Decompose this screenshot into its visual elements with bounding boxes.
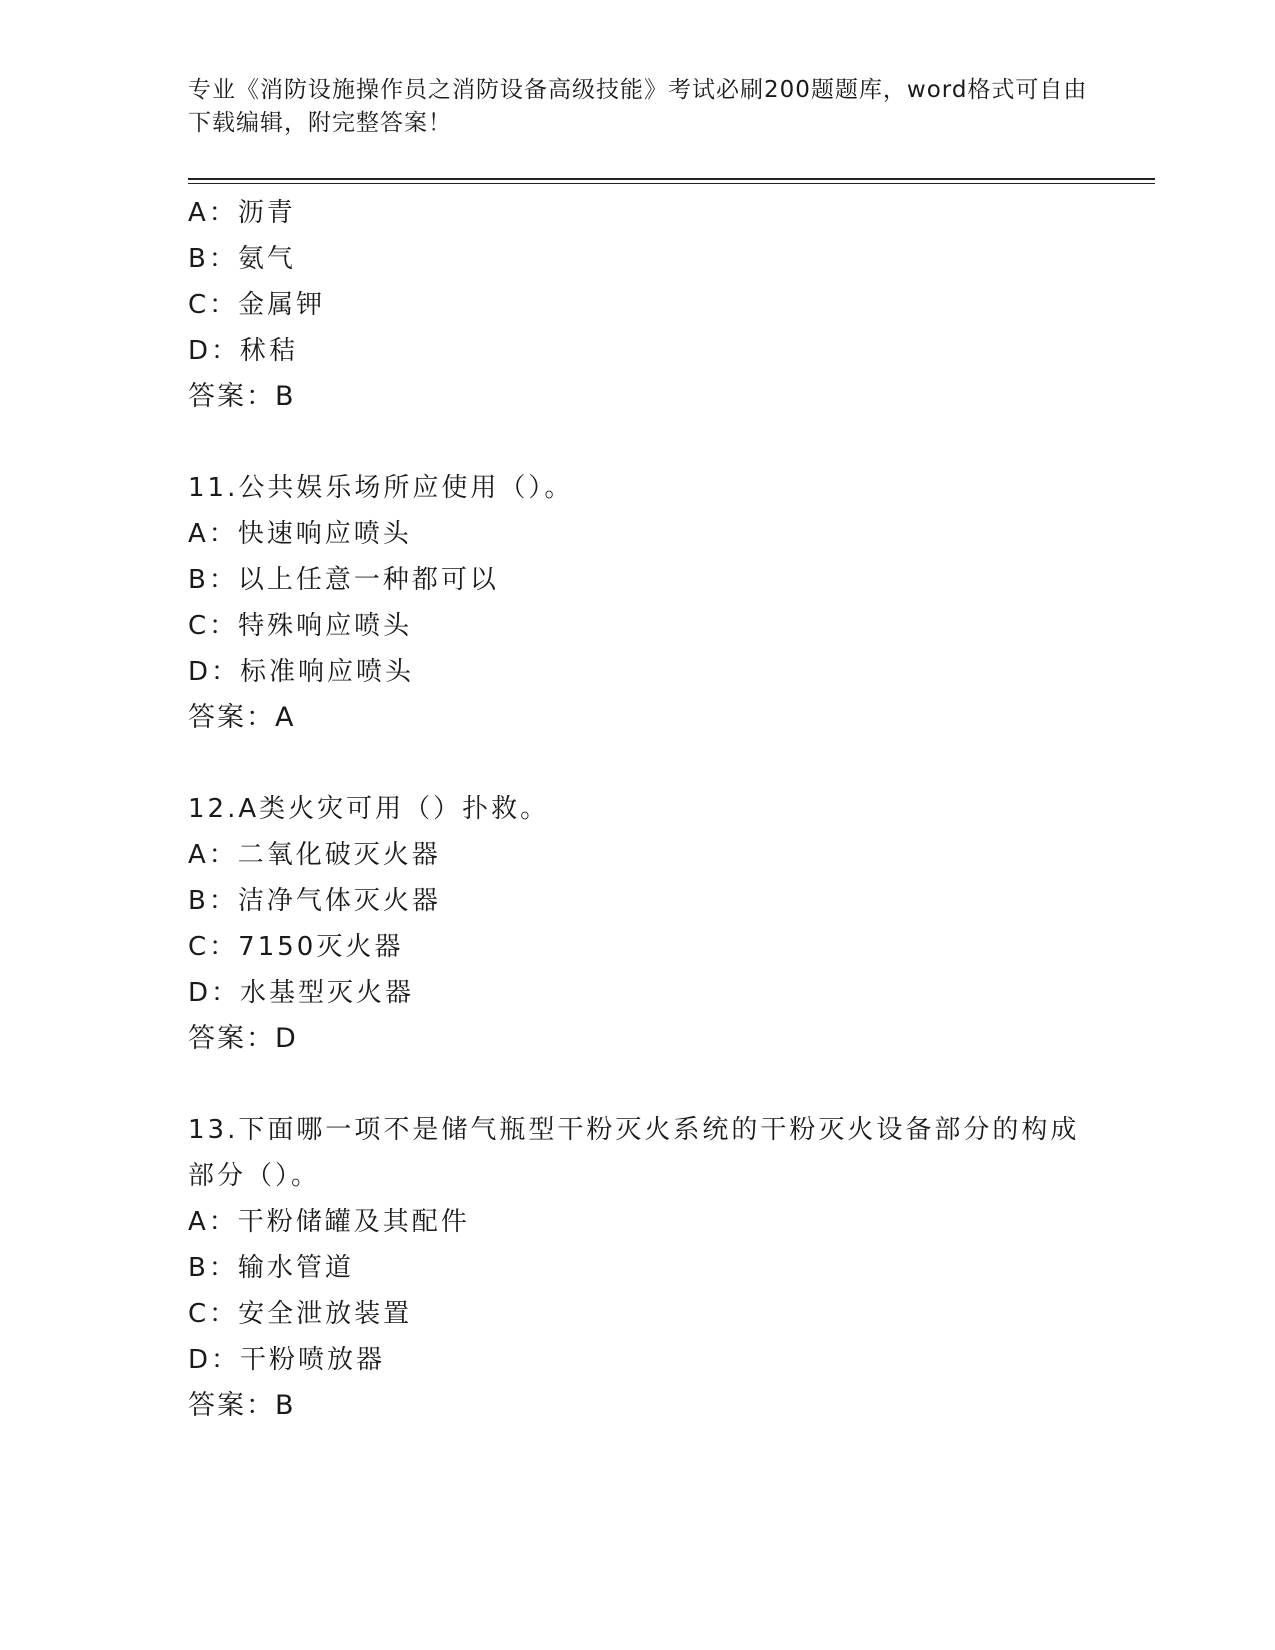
answer-line [188, 1016, 1088, 1062]
option-c: C：7150灭火器 [188, 932, 404, 962]
answer-value: A [275, 702, 297, 733]
option-b: B：洁净气体灭火器 [188, 886, 441, 916]
question-block [188, 786, 1088, 1062]
answer-value: D [275, 1023, 299, 1054]
answer-value: B [275, 381, 297, 412]
answer-line [188, 374, 1088, 420]
option-d: D：水基型灭火器 [188, 978, 415, 1008]
question-block [188, 190, 1088, 420]
option-b: B：氨气 [188, 244, 296, 274]
option-a: A：二氧化破灭火器 [188, 840, 441, 870]
option-a: A：干粉储罐及其配件 [188, 1207, 470, 1237]
option-c: C：金属钾 [188, 290, 326, 320]
option-c: C：特殊响应喷头 [188, 611, 413, 641]
header-divider-thin [188, 183, 1155, 184]
answer-label: 答案： [188, 1390, 275, 1421]
answer-label: 答案： [188, 702, 275, 733]
option-b: B：以上任意一种都可以 [188, 565, 499, 595]
option-c: C：安全泄放装置 [188, 1299, 413, 1329]
question-list [188, 190, 1088, 1429]
document-header: 专业《消防设施操作员之消防设备高级技能》考试必刷200题题库，word格式可自由下载编辑，附完整答案！ [188, 77, 1088, 136]
option-d: D：标准响应喷头 [188, 657, 415, 687]
answer-line [188, 695, 1088, 741]
option-d: D：干粉喷放器 [188, 1345, 386, 1375]
answer-label: 答案： [188, 381, 275, 412]
question-stem: 13.下面哪一项不是储气瓶型干粉灭火系统的干粉灭火设备部分的构成部分（）。 [188, 1115, 1080, 1191]
question-block [188, 1107, 1088, 1429]
question-block [188, 465, 1088, 741]
answer-label: 答案： [188, 1023, 275, 1054]
option-a: A：沥青 [188, 198, 296, 228]
question-stem: 12.A类火灾可用（）扑救。 [188, 794, 550, 824]
answer-line [188, 1383, 1088, 1429]
option-b: B：输水管道 [188, 1253, 354, 1283]
question-stem: 11.公共娱乐场所应使用（）。 [188, 473, 574, 503]
header-divider-thick [188, 178, 1155, 180]
option-d: D：秫秸 [188, 336, 299, 366]
answer-value: B [275, 1390, 297, 1421]
option-a: A：快速响应喷头 [188, 519, 412, 549]
